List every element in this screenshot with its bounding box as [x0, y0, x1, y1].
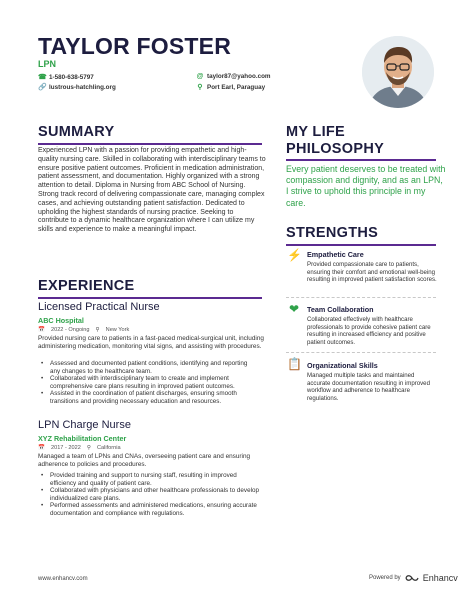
location-pin-icon: ⚲ [86, 445, 91, 451]
enhancv-logo-icon [405, 574, 419, 582]
website-text[interactable]: lustrous-hatchling.org [49, 83, 116, 91]
candidate-role: LPN [38, 59, 56, 69]
heart-icon: ❤ [288, 302, 300, 316]
job-title: Licensed Practical Nurse [38, 301, 160, 313]
strengths-rule [286, 244, 436, 246]
strength-description: Provided compassionate care to patients, ensuring their comfort and emotional well-being resulting in improved patient satisfaction scores. [307, 261, 437, 283]
location-pin-icon: ⚲ [95, 327, 100, 333]
job-dates: 2017 - 2022 [50, 445, 81, 451]
philosophy-text: Every patient deserves to be treated with compassion and dignity, and as an LPN, I strive to uphold this principle in my care. [286, 164, 446, 208]
clipboard-icon: 📋 [287, 357, 302, 371]
strength-title: Empathetic Care [307, 250, 364, 259]
job-meta [38, 445, 121, 451]
website-contact[interactable] [38, 83, 116, 91]
job-description: Managed a team of LPNs and CNAs, overseeing patient care and ensuring adherence to policies and procedures. [38, 453, 251, 468]
profile-photo [362, 36, 434, 108]
job-bullet: • Collaborated with interdisciplinary team to create and implement comprehensive care plans resulting in improved patient outcomes. [41, 375, 259, 390]
summary-heading: SUMMARY [38, 124, 115, 140]
at-icon: @ [196, 73, 204, 80]
link-icon: 🔗 [38, 84, 47, 91]
powered-by-label: Powered by [369, 575, 401, 581]
footer-powered-by [369, 573, 458, 583]
summary-text: Experienced LPN with a passion for providing empathetic and high-quality nursing care. Skilled in collaborating with interdisciplinary teams to ensure positive patient outcomes. Proficient in medication administration, patient assessment, and documentation. Highly organized with a strong attention to detail. Diploma in Nursing from ABC School of Nursing. Strong track record of delivering compassionate care, managing complex cases, and achieving outstanding patient satisfaction. Dedicated to upholding the highest standards of nursing practice. Seeking to contribute to a dynamic healthcare organization where I can utilize my skills and experience to make a meaningful impact. [38, 147, 266, 234]
location-text: Port Earl, Paraguay [207, 83, 266, 91]
philosophy-heading-line1: MY LIFE [286, 124, 346, 140]
lightning-icon: ⚡ [287, 248, 302, 262]
job-company: XYZ Rehabilitation Center [38, 434, 127, 443]
strengths-heading: STRENGTHS [286, 225, 379, 241]
job-title: LPN Charge Nurse [38, 419, 131, 431]
job-location: New York [105, 327, 130, 333]
strength-divider [286, 352, 436, 353]
job-meta [38, 327, 129, 333]
job-bullets [41, 360, 259, 406]
phone-contact [38, 73, 94, 81]
experience-rule [38, 297, 262, 299]
phone-icon: ☎ [38, 74, 47, 81]
job-bullets [41, 472, 259, 518]
candidate-name: TAYLOR FOSTER [38, 33, 232, 59]
job-company: ABC Hospital [38, 316, 84, 325]
phone-text: 1-580-638-5797 [49, 73, 94, 81]
calendar-icon: 📅 [38, 327, 45, 333]
footer-website[interactable]: www.enhancv.com [38, 576, 88, 582]
job-bullet: • Collaborated with physicians and other healthcare professionals to develop individualized care plans. [41, 487, 259, 502]
strength-description: Managed multiple tasks and maintained accurate documentation resulting in improved workflow and adherence to healthcare regulations. [307, 372, 430, 402]
philosophy-rule [286, 159, 436, 161]
job-bullet: • Provided training and support to nursing staff, resulting in improved efficiency and quality of patient care. [41, 472, 259, 487]
email-text[interactable]: taylor87@yahoo.com [207, 73, 271, 80]
avatar-portrait [362, 36, 434, 108]
email-contact[interactable] [196, 73, 271, 80]
location-pin-icon: ⚲ [197, 84, 203, 91]
strength-description: Collaborated effectively with healthcare professionals to provide cohesive patient care resulting in increased efficiency and positive patient outcomes. [307, 316, 431, 346]
calendar-icon: 📅 [38, 445, 45, 451]
summary-rule [38, 143, 262, 145]
strength-title: Team Collaboration [307, 305, 374, 314]
strength-title: Organizational Skills [307, 361, 378, 370]
strength-divider [286, 297, 436, 298]
job-bullet: • Performed assessments and administered medications, ensuring accurate documentation and compliance with regulations. [41, 502, 259, 517]
job-bullet: • Assessed and documented patient conditions, identifying and reporting any changes to the healthcare team. [41, 360, 259, 375]
job-bullet: • Assisted in the coordination of patient discharges, ensuring smooth transitions and providing necessary education and resources. [41, 390, 259, 405]
enhancv-brand: Enhancv [422, 573, 458, 583]
job-dates: 2022 - Ongoing [50, 327, 90, 333]
job-description: Provided nursing care to patients in a fast-paced medical-surgical unit, including administering medication, monitoring vital signs, and assisting with procedures. [38, 335, 264, 350]
experience-heading: EXPERIENCE [38, 278, 135, 294]
job-location: California [96, 445, 121, 451]
location-contact [196, 83, 265, 91]
philosophy-heading [286, 124, 384, 158]
philosophy-heading-line2: PHILOSOPHY [286, 141, 385, 157]
